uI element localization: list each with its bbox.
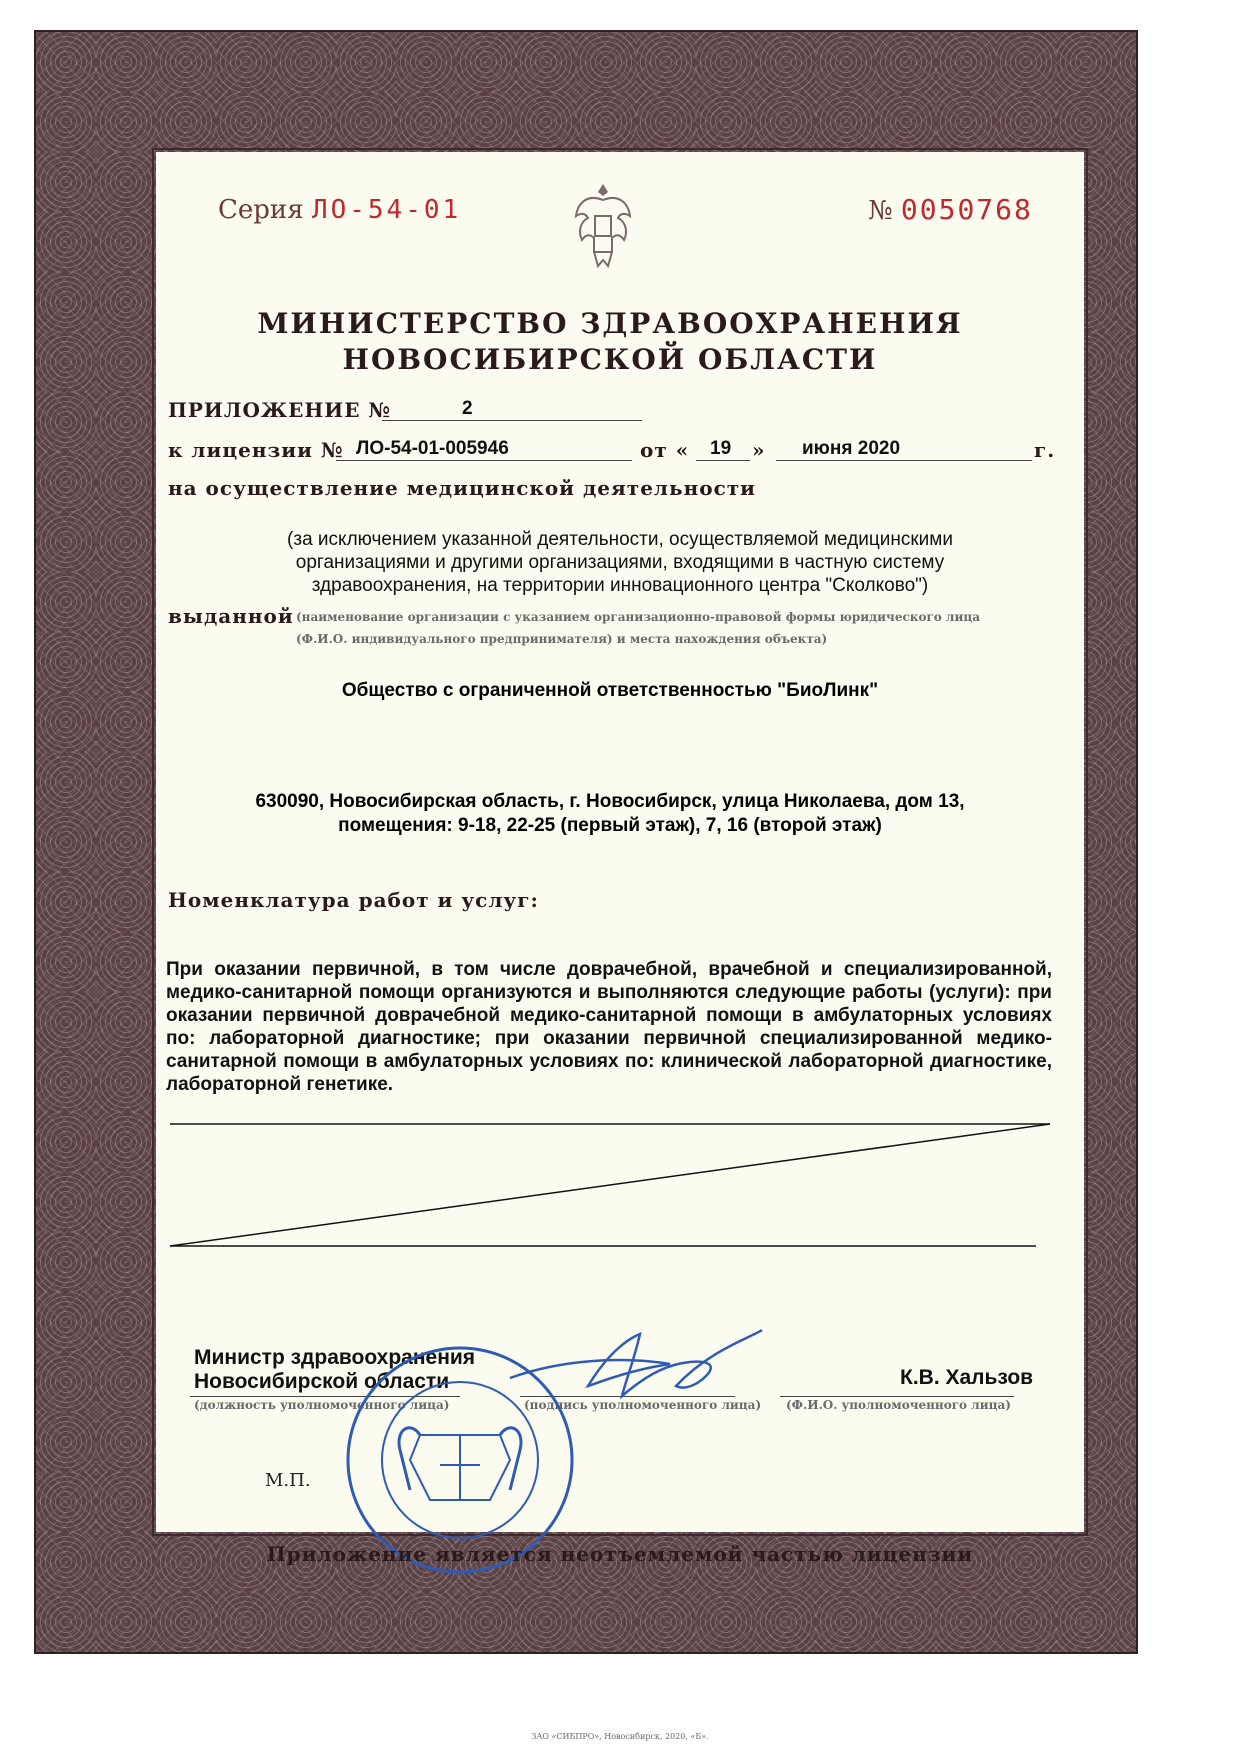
- cross-out-lines: [160, 1110, 1060, 1260]
- appendix-label: ПРИЛОЖЕНИЕ №: [168, 398, 392, 422]
- blank-number-field: [868, 193, 1033, 226]
- series-label: Серия: [218, 195, 304, 225]
- activity-text: на осуществление медицинской деятельности: [168, 476, 756, 500]
- number-value: 0050768: [900, 193, 1033, 226]
- exception-line-2: организациями и другими организациями, входящими в частную систему: [295, 552, 945, 573]
- appendix-underline: [382, 420, 642, 421]
- exception-line-1: (за исключением указанной деятельности, осуществляемой медицинскими: [287, 529, 953, 550]
- license-day: 19: [710, 438, 732, 459]
- signer-name: К.В. Хальзов: [900, 1366, 1034, 1389]
- address-line-1: 630090, Новосибирская область, г. Новосибирск, улица Николаева, дом 13,: [255, 791, 965, 812]
- organization-name: Общество с ограниченной ответственностью "БиоЛинк": [341, 680, 879, 701]
- number-label: №: [868, 196, 893, 226]
- license-date-underline: [776, 460, 1032, 461]
- signer-position-line1: Министр здравоохранения: [194, 1346, 476, 1369]
- seal-place-label: М.П.: [265, 1470, 311, 1491]
- printer-imprint: ЗАО «СИБПРО», Новосибирск, 2020, «Б».: [531, 1732, 709, 1741]
- license-number-underline: [336, 460, 632, 461]
- license-day-underline: [696, 460, 750, 461]
- name-hint: (Ф.И.О. уполномоченного лица): [786, 1398, 1011, 1412]
- issued-label: выданной: [168, 604, 294, 628]
- footer-note: Приложение является неотъемлемой частью лицензии: [266, 1542, 974, 1566]
- license-year-suffix: г.: [1034, 438, 1056, 462]
- series-field: [218, 195, 461, 225]
- name-underline: [780, 1396, 1014, 1397]
- nomenclature-label: Номенклатура работ и услуг:: [168, 888, 539, 912]
- signature-hint: (подпись уполномоченного лица): [524, 1398, 762, 1412]
- ministry-title-line2: НОВОСИБИРСКОЙ ОБЛАСТИ: [342, 343, 878, 376]
- issued-hint-1: (наименование организации с указанием организационно-правовой формы юридического лица: [296, 610, 980, 624]
- license-number: ЛО-54-01-005946: [356, 438, 509, 459]
- address-line-2: помещения: 9-18, 22-25 (первый этаж), 7, 16 (второй этаж): [338, 815, 882, 836]
- license-quote-close: »: [752, 438, 766, 462]
- signer-position-line2: Новосибирской области: [194, 1370, 450, 1393]
- license-from-label: от «: [640, 438, 690, 462]
- position-hint: (должность уполномоченного лица): [194, 1398, 450, 1412]
- issued-hint-2: (Ф.И.О. индивидуального предпринимателя) и места нахождения объекта): [296, 632, 828, 646]
- series-value: ЛО-54-01: [311, 195, 462, 225]
- exception-line-3: здравоохранения, на территории инновационного центра "Сколково"): [311, 575, 929, 596]
- appendix-value: 2: [462, 398, 473, 419]
- ministry-title-line1: МИНИСТЕРСТВО ЗДРАВООХРАНЕНИЯ: [257, 307, 963, 340]
- license-label: к лицензии №: [168, 438, 344, 462]
- organization-address: [190, 790, 1030, 838]
- coat-of-arms-icon: [568, 180, 638, 280]
- license-month-year: июня 2020: [802, 438, 901, 459]
- services-text: При оказании первичной, в том числе доврачебной, врачебной и специализированной, медико-санитарной помощи организуются и выполняются следующие работы (услуги): при оказании первичной доврачебной медико-санитарной помощи в амбулаторных условиях по: лабораторной диагностике; при оказании первичной специализированной медико-санитарной помощи в амбулаторных условиях по: клинической лабораторной диагностике, лабораторной генетике.: [166, 959, 1052, 1095]
